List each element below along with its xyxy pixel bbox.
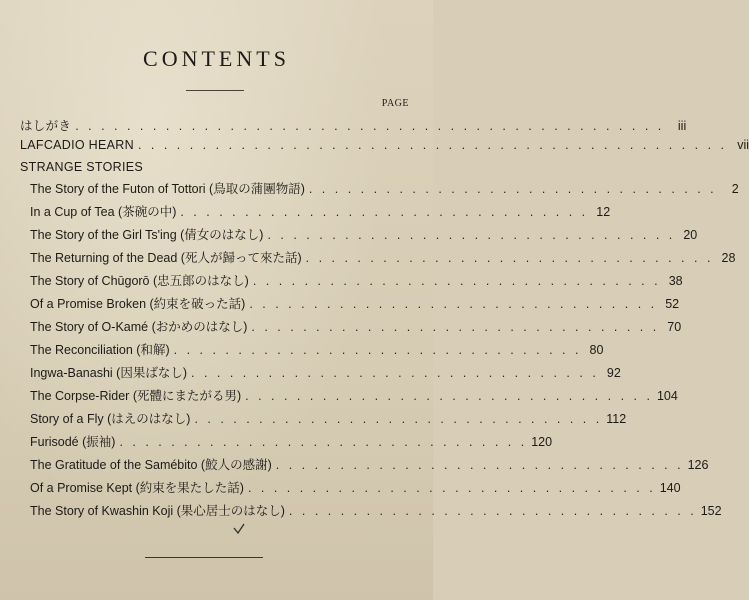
dot-leader: . . . . . . . . . . . . . . . . . . . . . . . . . . . . . . . . <box>267 228 676 242</box>
toc-entry-page: 120 <box>531 435 553 449</box>
toc-entry <box>30 179 739 199</box>
toc-entry-label: The Story of Chūgorō (忠五郎のはなし) <box>30 274 249 288</box>
dot-leader: . . . . . . . . . . . . . . . . . . . . . . . . . . . . . . . . <box>119 435 528 449</box>
toc-entry-page: 38 <box>668 274 683 288</box>
dot-leader: . . . . . . . . . . . . . . . . . . . . . . . . . . . . . . . . <box>194 412 603 426</box>
toc-entry <box>30 294 680 314</box>
toc-entry-page: 12 <box>596 205 611 219</box>
page-column-header: PAGE <box>381 98 409 109</box>
toc-entry-label: The Story of Kwashin Koji (果心居士のはなし) <box>30 504 285 518</box>
toc-entry-label: The Story of the Girl Ts'ing (倩女のはなし) <box>30 228 264 242</box>
toc-entry-label: Furisodé (振袖) <box>30 435 116 449</box>
toc-entry <box>30 455 709 475</box>
section-heading: STRANGE STORIES <box>20 160 144 174</box>
toc-entry-page: 92 <box>606 366 621 380</box>
toc-entry-label: Of a Promise Kept (約束を果たした話) <box>30 481 244 495</box>
bottom-divider <box>145 557 263 558</box>
toc-entry-page: 140 <box>659 481 681 495</box>
toc-entry-label: The Story of the Futon of Tottori (鳥取の蒲團物語) <box>30 182 305 196</box>
toc-entry <box>30 225 698 245</box>
toc-entry-page: 80 <box>589 343 604 357</box>
dot-leader: . . . . . . . . . . . . . . . . . . . . . . . . . . . . . . . . <box>308 182 717 196</box>
toc-entry-label: LAFCADIO HEARN <box>20 138 134 152</box>
toc-entry-label: The Returning of the Dead (死人が歸って來た話) <box>30 251 302 265</box>
toc-entry-page: 20 <box>683 228 698 242</box>
toc-entry-page: 52 <box>665 297 680 311</box>
toc-entry-label: Story of a Fly (はえのはなし) <box>30 412 191 426</box>
toc-entry-page: iii <box>677 119 687 133</box>
dot-leader: . . . . . . . . . . . . . . . . . . . . . . . . . . . . . . . . <box>252 274 661 288</box>
toc-entry-page: 28 <box>721 251 736 265</box>
toc-entry-label: Ingwa-Banashi (因果ばなし) <box>30 366 187 380</box>
page-title: CONTENTS <box>143 46 290 71</box>
dot-leader: . . . . . . . . . . . . . . . . . . . . . . . . . . . . . . . . <box>247 481 656 495</box>
toc-entry-page: 2 <box>731 182 739 196</box>
toc-entry <box>30 248 736 268</box>
toc-entry-page: 126 <box>687 458 709 472</box>
toc-entry-label: The Story of O-Kamé (おかめのはなし) <box>30 320 248 334</box>
toc-entry <box>30 202 611 222</box>
dot-leader: . . . . . . . . . . . . . . . . . . . . . . . . . . . . . . . . <box>275 458 684 472</box>
toc-entry-label: The Gratitude of the Samébito (鮫人の感謝) <box>30 458 272 472</box>
toc-entry <box>30 363 621 383</box>
toc-entry-label: Of a Promise Broken (約束を破った話) <box>30 297 246 311</box>
dot-leader: . . . . . . . . . . . . . . . . . . . . . . . . . . . . . . . . <box>249 297 658 311</box>
toc-entry <box>30 386 678 406</box>
toc-entry-lafcadio-hearn <box>20 138 749 158</box>
toc-entry-page: 112 <box>606 412 627 426</box>
dot-leader: . . . . . . . . . . . . . . . . . . . . . . . . . . . . . . . . <box>180 205 589 219</box>
toc-entry-label: The Corpse-Rider (死體にまたがる男) <box>30 389 242 403</box>
toc-entry <box>30 501 722 521</box>
toc-entry <box>30 478 681 498</box>
dot-leader: . . . . . . . . . . . . . . . . . . . . . . . . . . . . . . . . <box>191 366 599 380</box>
toc-entry-label: In a Cup of Tea (茶碗の中) <box>30 205 177 219</box>
dot-leader: . . . . . . . . . . . . . . . . . . . . . . . . . . . . . . . . <box>305 251 714 265</box>
title-divider <box>186 90 244 91</box>
dot-leader: . . . . . . . . . . . . . . . . . . . . . . . . . . . . . . . . . . . . . . . . . . . . . . <box>75 119 665 133</box>
dot-leader: . . . . . . . . . . . . . . . . . . . . . . . . . . . . . . . . . . . . . . . . . . . . . . <box>137 138 727 152</box>
dot-leader: . . . . . . . . . . . . . . . . . . . . . . . . . . . . . . . . <box>245 389 653 403</box>
toc-entry-page: 104 <box>656 389 678 403</box>
toc-entry <box>30 432 553 452</box>
toc-entry-label: はしがき <box>20 119 72 133</box>
toc-entry <box>30 340 604 360</box>
dot-leader: . . . . . . . . . . . . . . . . . . . . . . . . . . . . . . . . <box>251 320 660 334</box>
toc-entry-label: The Reconciliation (和解) <box>30 343 170 357</box>
toc-entry <box>30 271 683 291</box>
toc-entry <box>30 317 682 337</box>
toc-entry-page: 70 <box>667 320 682 334</box>
pencil-check-mark <box>232 522 246 536</box>
toc-entry <box>30 409 627 429</box>
toc-entry-preface <box>20 116 687 136</box>
dot-leader: . . . . . . . . . . . . . . . . . . . . . . . . . . . . . . . . <box>173 343 582 357</box>
dot-leader: . . . . . . . . . . . . . . . . . . . . . . . . . . . . . . . . <box>288 504 697 518</box>
toc-entry-page: vii <box>737 138 749 152</box>
toc-entry-page: 152 <box>700 504 722 518</box>
